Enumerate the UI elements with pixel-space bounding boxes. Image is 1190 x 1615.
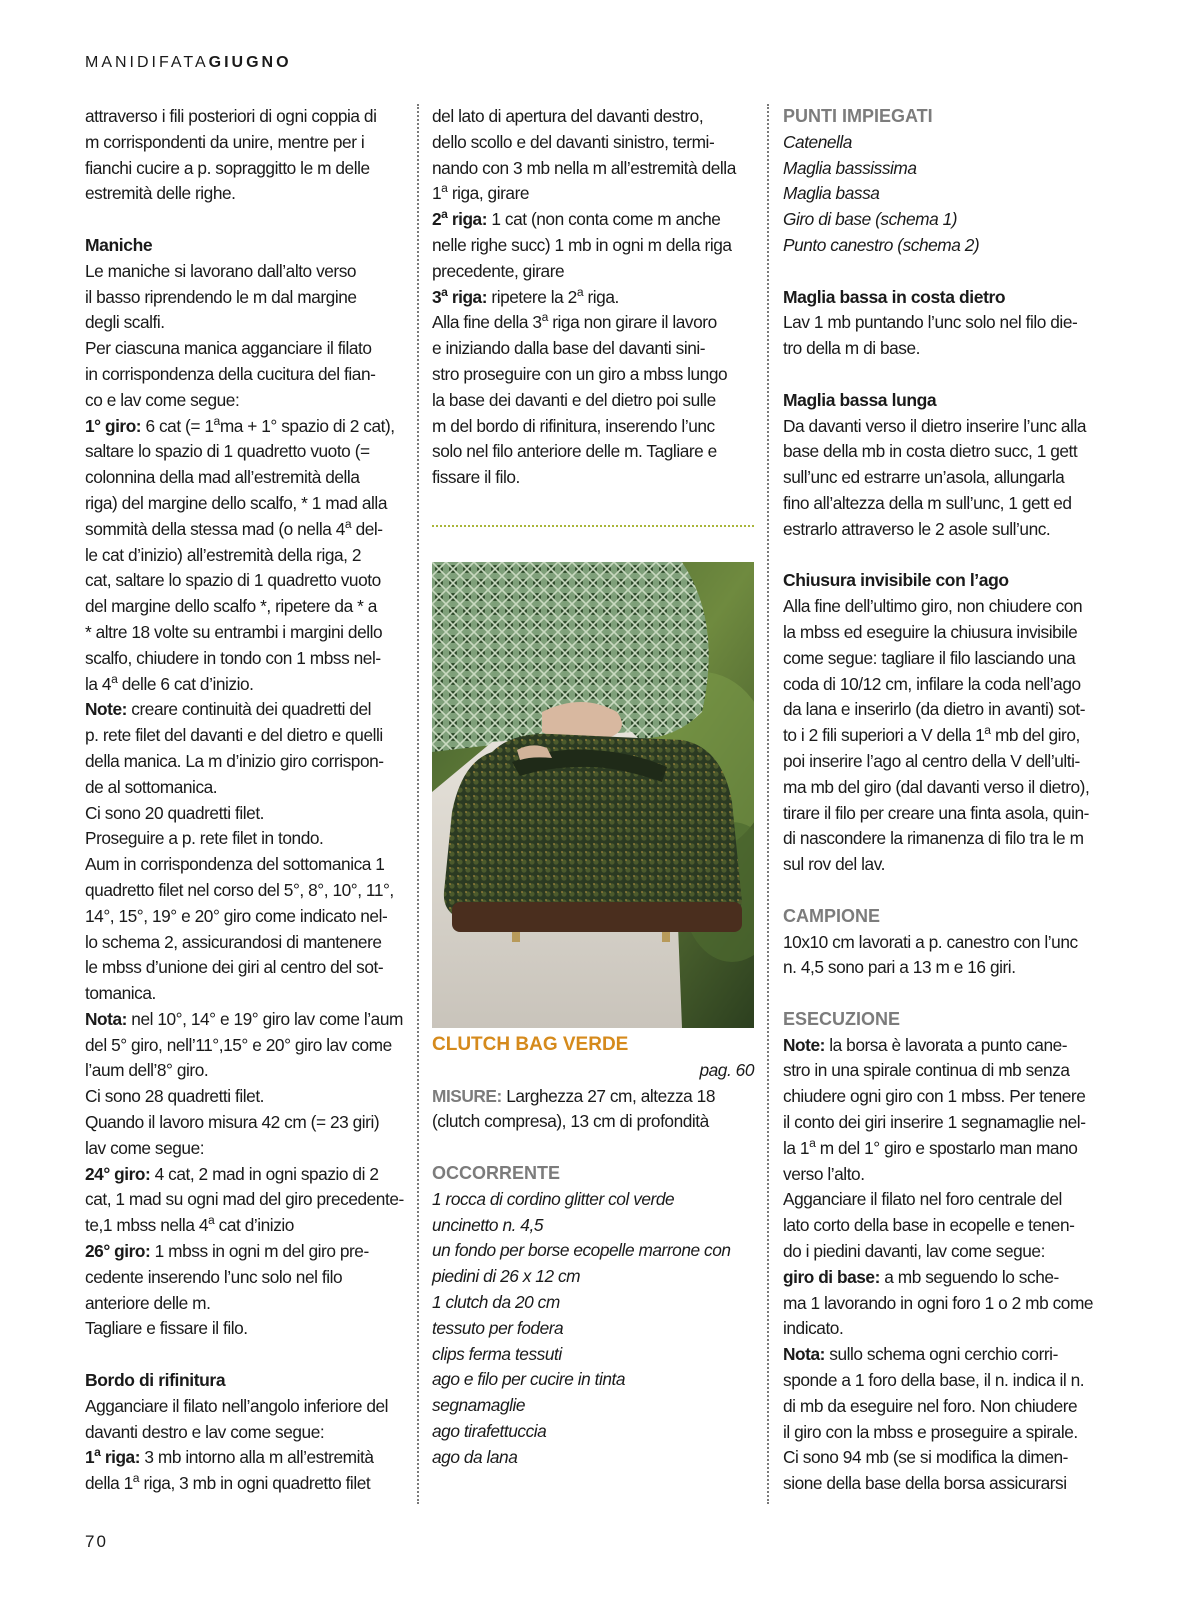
text-line: davanti destro e lav come segue: [85, 1421, 325, 1442]
text-line: la mbss ed eseguire la chiusura invisibile [783, 621, 1078, 642]
text-line: 3$^a$ riga: ripetere la 2$^a$ riga. [432, 284, 619, 307]
text-line: te,1 mbss nella 4$^a$ cat d’inizio [85, 1213, 294, 1236]
text-line: anteriore delle m. [85, 1292, 211, 1313]
text-line: come segue: tagliare il filo lasciando una [783, 647, 1076, 668]
text-line: 1° giro: 6 cat (= $1^ama + 1^\circ$ spazio di 2 cat), [85, 413, 395, 436]
mbl-heading: Maglia bassa lunga [783, 389, 937, 410]
text-line: (clutch compresa), 13 cm di profondità [432, 1111, 709, 1132]
text-line: indicato. [783, 1318, 844, 1339]
text-line: Ci sono 94 mb (se si modifica la dimen- [783, 1447, 1068, 1468]
text-line: da lana e inserirlo (da dietro in avanti) sot- [783, 699, 1086, 720]
text-line: fino all’altezza della m sull’unc, 1 gett ed [783, 492, 1072, 513]
text-line: Ci sono 28 quadretti filet. [85, 1086, 265, 1107]
text-line: il giro con la mbss e proseguire a spirale. [783, 1421, 1078, 1442]
text-line: di mb da eseguire nel foro. Non chiudere [783, 1395, 1078, 1416]
text-line: Proseguire a p. rete filet in tondo. [85, 828, 324, 849]
punti-heading: PUNTI IMPIEGATI [783, 106, 933, 126]
text-line: Alla fine della 3$^a$ riga non girare il lavoro [432, 310, 717, 333]
text-line: 14°, 15°, 19° e 20° giro come indicato nel- [85, 905, 388, 926]
material-item: segnamaglie [432, 1395, 526, 1416]
text-line: lato corto della base in ecopelle e tenen- [783, 1215, 1075, 1236]
text-line: la base dei davanti e del dietro poi sulle [432, 389, 716, 410]
text-line: Note: creare continuità dei quadretti del [85, 699, 372, 720]
text-line: estrarlo attraverso le 2 asole sull’unc. [783, 518, 1051, 539]
page-reference: pag. 60 [699, 1059, 754, 1080]
text-line: cat, 1 mad su ogni mad del giro precedente- [85, 1189, 404, 1210]
text-line: Agganciare il filato nel foro centrale del [783, 1189, 1062, 1210]
text-line: lo schema 2, assicurandosi di mantenere [85, 931, 382, 952]
nota-label: Nota: [85, 1008, 127, 1029]
material-item: un fondo per borse ecopelle marrone con [432, 1240, 731, 1261]
text-line: fianchi cucire a p. sopraggitto le m delle [85, 157, 370, 178]
text-line: Le maniche si lavorano dall’alto verso [85, 260, 357, 281]
text-line: degli scalfi. [85, 312, 165, 333]
text-line: Agganciare il filato nell’angolo inferiore del [85, 1395, 389, 1416]
text-line: p. rete filet del davanti e del dietro e quelli [85, 725, 383, 746]
text-line: dello scollo e del davanti sinistro, termi- [432, 131, 715, 152]
text-line: Quando il lavoro misura 42 cm (= 23 giri) [85, 1112, 380, 1133]
text-line: MISURE: Larghezza 27 cm, altezza 18 [432, 1085, 715, 1106]
text-line: Ci sono 20 quadretti filet. [85, 802, 265, 823]
text-line: le cat d’inizio) all’estremità della riga, 2 [85, 544, 362, 565]
giro-label: 1° giro: [85, 415, 142, 436]
issue-month: GIUGNO [208, 54, 292, 71]
chiusura-heading: Chiusura invisibile con l’ago [783, 570, 1009, 591]
text-line: verso l’alto. [783, 1163, 865, 1184]
text-line: 26° giro: 1 mbss in ogni m del giro pre- [85, 1241, 369, 1262]
text-line: le mbss d’unione dei giri al centro del sot- [85, 957, 384, 978]
text-line: colonnina della mad all’estremità della [85, 467, 360, 488]
text-line: Da davanti verso il dietro inserire l’unc alla [783, 415, 1086, 436]
esecuzione-heading: ESECUZIONE [783, 1008, 901, 1029]
text-line: nando con 3 mb nella m all’estremità della [432, 157, 736, 178]
text-line: precedente, girare [432, 260, 565, 281]
material-item: ago e filo per cucire in tinta [432, 1369, 626, 1390]
maniche-heading: Maniche [85, 234, 153, 255]
column-1 [85, 104, 405, 1497]
text-line: Nota: sullo schema ogni cerchio corri- [783, 1344, 1058, 1365]
riga-label: 3$^a$ riga: [432, 284, 488, 307]
text-line: sul rov del lav. [783, 854, 885, 875]
column-3 [783, 104, 1105, 1497]
text-line: 1$^a$ riga: 3 mb intorno alla m all’estremità [85, 1445, 374, 1468]
text-line: estremità delle righe. [85, 183, 236, 204]
bordo-heading: Bordo di rifinitura [85, 1370, 226, 1391]
text-line: Lav 1 mb puntando l’unc solo nel filo die- [783, 312, 1078, 333]
text-line: co e lav come segue: [85, 389, 240, 410]
stitch-item: Punto canestro (schema 2) [783, 234, 980, 255]
clutch-bag-photo [432, 562, 754, 1028]
campione-heading: CAMPIONE [783, 905, 881, 926]
text-line: tirare il filo per creare una finta asola, quin- [783, 802, 1089, 823]
text-line: tomanica. [85, 983, 156, 1004]
occorrente-heading: OCCORRENTE [432, 1162, 561, 1183]
text-line: 24° giro: 4 cat, 2 mad in ogni spazio di 2 [85, 1163, 379, 1184]
section-divider [432, 525, 754, 527]
text-line: Tagliare e fissare il filo. [85, 1318, 248, 1339]
text-line: ma mb del giro (dal davanti verso il dietro), [783, 776, 1090, 797]
stitch-item: Maglia bassa [783, 183, 880, 204]
text-line: Per ciascuna manica agganciare il filato [85, 338, 372, 359]
magazine-name: MANIDIFATA [85, 54, 209, 71]
note-label: Note: [783, 1034, 825, 1055]
text-line: del margine dello scalfo *, ripetere da * a [85, 596, 377, 617]
text-line: lav come segue: [85, 1137, 205, 1158]
giro-label: 26° giro: [85, 1241, 151, 1262]
clutch-section [432, 1032, 754, 1471]
riga-label: 2$^a$ riga: [432, 207, 488, 230]
text-line: cat, saltare lo spazio di 1 quadretto vuoto [85, 570, 381, 591]
text-line: quadretto filet nel corso del 5°, 8°, 10°, 11°, [85, 879, 394, 900]
text-line: 10x10 cm lavorati a p. canestro con l’unc [783, 931, 1078, 952]
stitch-item: Maglia bassissima [783, 157, 917, 178]
text-line: chiudere ogni giro con 1 mbss. Per tenere [783, 1086, 1086, 1107]
text-line: attraverso i fili posteriori di ogni coppia di [85, 106, 377, 126]
text-line: sponde a 1 foro della base, il n. indica il n. [783, 1370, 1085, 1391]
text-line: Aum in corrispondenza del sottomanica 1 [85, 854, 385, 875]
page-number: 70 [85, 1532, 108, 1551]
text-line: della manica. La m d’inizio giro corrispon- [85, 750, 384, 771]
clutch-title: CLUTCH BAG VERDE [432, 1034, 629, 1055]
column-2 [432, 104, 754, 491]
text-line: 2$^a$ riga: 1 cat (non conta come m anche [432, 207, 721, 230]
stitch-item: Catenella [783, 131, 852, 152]
text-line: ma 1 lavorando in ogni foro 1 o 2 mb come [783, 1292, 1094, 1313]
text-line: e iniziando dalla base del davanti sini- [432, 338, 706, 359]
material-item: 1 clutch da 20 cm [432, 1291, 560, 1312]
text-line: stro proseguire con un giro a mbss lungo [432, 363, 728, 384]
text-line: Alla fine dell’ultimo giro, non chiudere con [783, 596, 1083, 617]
text-line: stro in una spirale continua di mb senza [783, 1060, 1070, 1081]
giro-label: 24° giro: [85, 1163, 151, 1184]
text-line: n. 4,5 sono pari a 13 m e 16 giri. [783, 957, 1016, 978]
nota-label: Nota: [783, 1344, 825, 1365]
material-item: piedini di 26 x 12 cm [432, 1266, 581, 1287]
text-line: coda di 10/12 cm, infilare la coda nell’ago [783, 673, 1081, 694]
note-label: Note: [85, 699, 127, 720]
text-line: il conto dei giri inserire 1 segnamaglie nel- [783, 1112, 1086, 1133]
text-line: base della mb in costa dietro succ, 1 gett [783, 441, 1078, 462]
text-line: sull’unc ed estrarre un’asola, allungarla [783, 467, 1065, 488]
text-line: la 4$^a$ delle 6 cat d’inizio. [85, 671, 254, 694]
text-line: del 5° giro, nell’11°,15° e 20° giro lav come [85, 1034, 392, 1055]
text-line: Nota: nel 10°, 14° e 19° giro lav come l’aum [85, 1008, 403, 1029]
clutch-bag-illustration [432, 562, 754, 1028]
text-line: Note: la borsa è lavorata a punto cane- [783, 1034, 1068, 1055]
text-line: nelle righe succ) 1 mb in ogni m della riga [432, 234, 732, 255]
mbcd-heading: Maglia bassa in costa dietro [783, 286, 1006, 307]
text-line: * altre 18 volte su entrambi i margini dello [85, 621, 383, 642]
text-line: poi inserire l’ago al centro della V dell’ulti- [783, 750, 1080, 771]
text-line: la 1$^a$ m del 1° giro e spostarlo man mano [783, 1136, 1078, 1158]
text-line: il basso riprendendo le m dal margine [85, 286, 357, 307]
text-line: di nascondere la rimanenza di filo tra le m [783, 828, 1084, 849]
text-line: del lato di apertura del davanti destro, [432, 106, 704, 126]
text-line: fissare il filo. [432, 467, 520, 488]
column-divider [767, 104, 769, 1504]
misure-label: MISURE: [432, 1085, 502, 1106]
text-line: cedente inserendo l’unc solo nel filo [85, 1266, 343, 1287]
text-line: riga) del margine dello scalfo, * 1 mad alla [85, 492, 387, 513]
text-line: sommità della stessa mad (o nella 4$^a$ del- [85, 516, 383, 539]
text-line: giro di base: a mb seguendo lo sche- [783, 1266, 1059, 1287]
material-item: clips ferma tessuti [432, 1343, 562, 1364]
giro-base-label: giro di base: [783, 1266, 880, 1287]
text-line: m del bordo di rifinitura, inserendo l’unc [432, 415, 715, 436]
text-line: m corrispondenti da unire, mentre per i [85, 131, 365, 152]
material-item: 1 rocca di cordino glitter col verde [432, 1188, 675, 1209]
text-line: saltare lo spazio di 1 quadretto vuoto (= [85, 441, 370, 462]
material-item: ago tirafettuccia [432, 1420, 547, 1441]
text-line: de al sottomanica. [85, 776, 218, 797]
material-item: tessuto per fodera [432, 1317, 564, 1338]
material-item: uncinetto n. 4,5 [432, 1214, 543, 1235]
text-line: sione della base della borsa assicurarsi [783, 1473, 1067, 1494]
text-line: tro della m di base. [783, 338, 921, 359]
column-divider [417, 104, 419, 1504]
text-line: l’aum dell’8° giro. [85, 1060, 209, 1081]
running-head [85, 54, 292, 72]
stitch-item: Giro di base (schema 1) [783, 209, 958, 230]
text-line: to i 2 fili superiori a V della 1$^a$ mb del giro, [783, 723, 1080, 746]
text-line: scalfo, chiudere in tondo con 1 mbss nel- [85, 647, 381, 668]
material-item: ago da lana [432, 1446, 518, 1467]
text-line: della 1$^a$ riga, 3 mb in ogni quadretto filet [85, 1471, 371, 1494]
riga-label: 1$^a$ riga: [85, 1445, 141, 1468]
text-line: in corrispondenza della cucitura del fian- [85, 363, 376, 384]
text-line: do i piedini davanti, lav come segue: [783, 1241, 1045, 1262]
text-line: 1$^a$ riga, girare [432, 181, 530, 204]
text-line: solo nel filo anteriore delle m. Tagliare e [432, 441, 717, 462]
